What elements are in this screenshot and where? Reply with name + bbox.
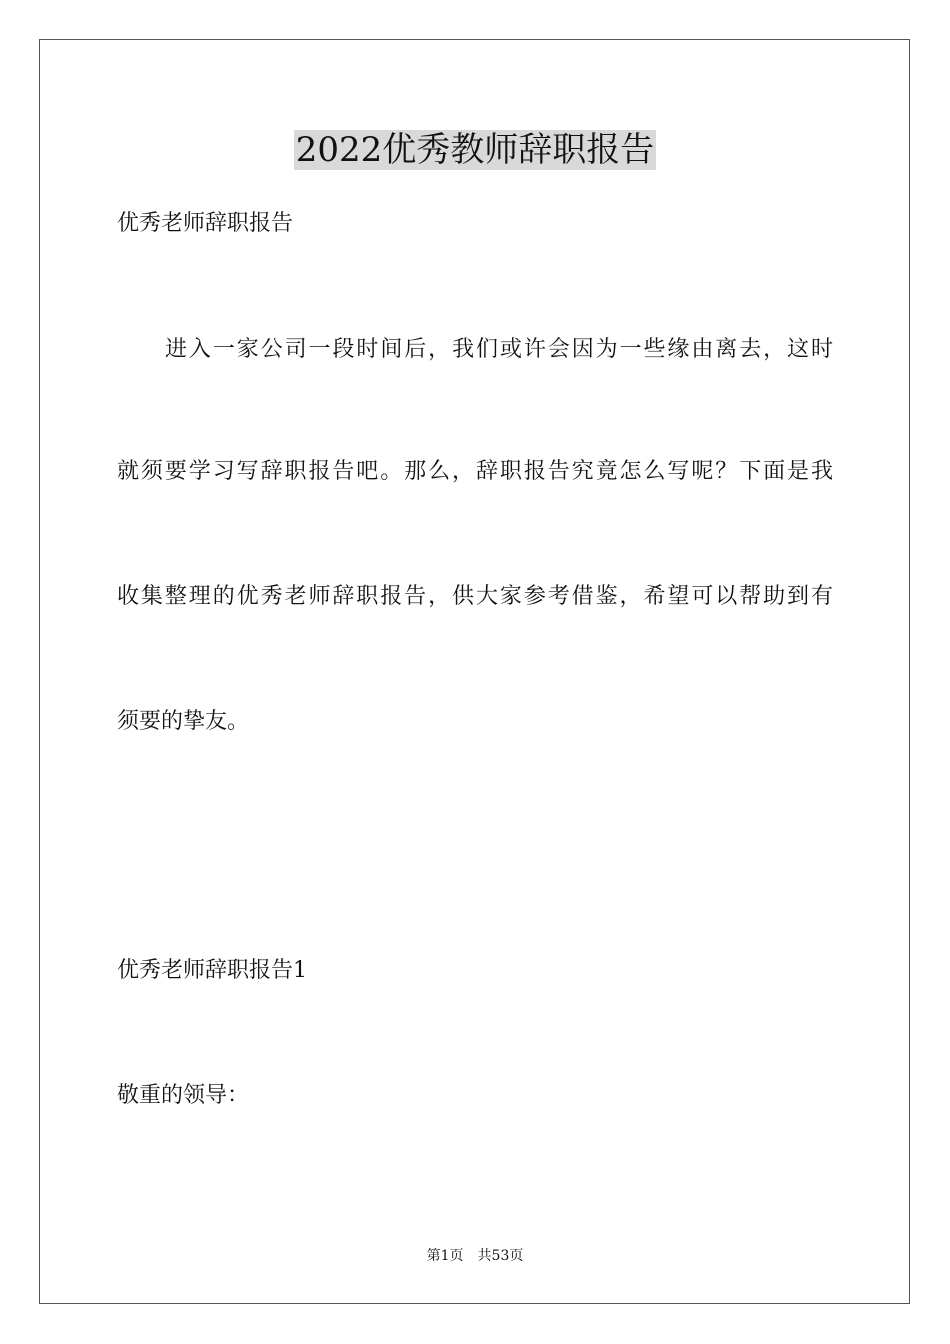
page-total: 共53页 bbox=[477, 1248, 524, 1264]
intro-line-1: 进入一家公司一段时间后，我们或许会因为一些缘由离去，这时 bbox=[165, 337, 833, 362]
page-footer bbox=[0, 1246, 950, 1266]
page-number: 第1页 bbox=[426, 1248, 464, 1264]
document-title-text: 2022优秀教师辞职报告 bbox=[295, 130, 655, 170]
document-title bbox=[0, 124, 950, 176]
section-heading: 优秀老师辞职报告1 bbox=[117, 958, 307, 983]
intro-line-2: 就须要学习写辞职报告吧。那么，辞职报告究竟怎么写呢？下面是我 bbox=[117, 459, 833, 484]
document-subtitle: 优秀老师辞职报告 bbox=[117, 211, 294, 236]
intro-line-3: 收集整理的优秀老师辞职报告，供大家参考借鉴，希望可以帮助到有 bbox=[117, 584, 833, 609]
salutation: 敬重的领导： bbox=[117, 1083, 250, 1108]
intro-line-4: 须要的挚友。 bbox=[117, 709, 250, 734]
